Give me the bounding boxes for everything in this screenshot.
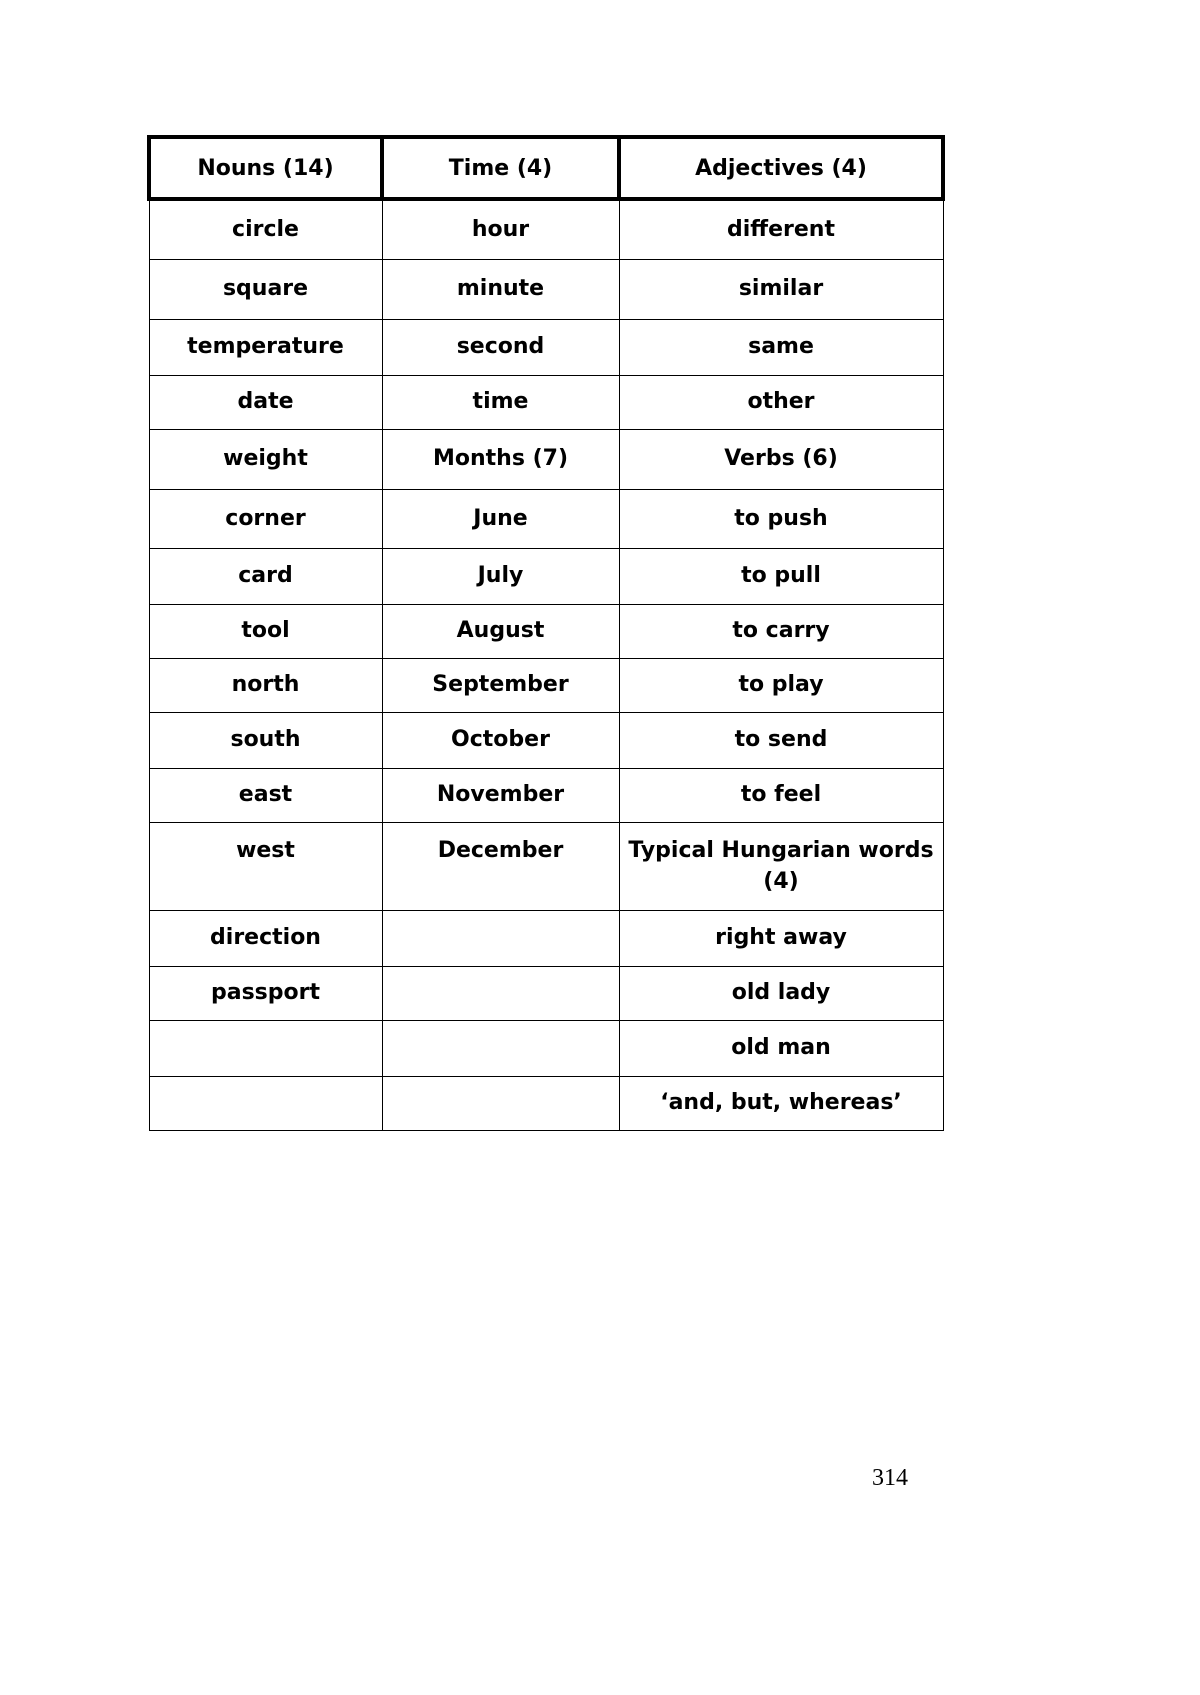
table-cell: temperature — [149, 319, 382, 375]
table-cell — [382, 1020, 619, 1076]
table-cell: old man — [619, 1020, 943, 1076]
table-row — [149, 712, 943, 768]
table-cell: December — [382, 822, 619, 910]
table-cell: square — [149, 259, 382, 319]
table-cell: to pull — [619, 548, 943, 604]
table-row — [149, 822, 943, 910]
table-cell: to push — [619, 489, 943, 548]
table-cell: to feel — [619, 768, 943, 822]
table-cell: to carry — [619, 604, 943, 658]
table-cell: tool — [149, 604, 382, 658]
table-cell: south — [149, 712, 382, 768]
table-row — [149, 1020, 943, 1076]
table-row — [149, 429, 943, 489]
table-row — [149, 548, 943, 604]
table-cell: Months (7) — [382, 429, 619, 489]
table-cell: different — [619, 199, 943, 259]
table-cell: west — [149, 822, 382, 910]
table-row — [149, 604, 943, 658]
table-row — [149, 1076, 943, 1130]
header-nouns: Nouns (14) — [149, 137, 382, 199]
header-adjectives: Adjectives (4) — [619, 137, 943, 199]
table-cell: east — [149, 768, 382, 822]
table-cell: Verbs (6) — [619, 429, 943, 489]
table-cell — [382, 1076, 619, 1130]
table-cell: Typical Hungarian words (4) — [619, 822, 943, 910]
page-number: 314 — [872, 1465, 908, 1491]
table-cell: other — [619, 375, 943, 429]
table-row — [149, 910, 943, 966]
table-cell — [382, 966, 619, 1020]
table-cell: hour — [382, 199, 619, 259]
table-cell — [382, 910, 619, 966]
table-row — [149, 259, 943, 319]
table-cell: weight — [149, 429, 382, 489]
table-cell: corner — [149, 489, 382, 548]
table-cell: time — [382, 375, 619, 429]
table-row — [149, 768, 943, 822]
table-cell: second — [382, 319, 619, 375]
table-cell: ‘and, but, whereas’ — [619, 1076, 943, 1130]
table-row — [149, 319, 943, 375]
table-cell: old lady — [619, 966, 943, 1020]
table-cell: June — [382, 489, 619, 548]
table-cell: to play — [619, 658, 943, 712]
table-cell: October — [382, 712, 619, 768]
table-cell: minute — [382, 259, 619, 319]
table-row — [149, 489, 943, 548]
table-cell: similar — [619, 259, 943, 319]
table-cell: north — [149, 658, 382, 712]
table-row — [149, 199, 943, 259]
table-row — [149, 966, 943, 1020]
table-row — [149, 375, 943, 429]
table-cell — [149, 1020, 382, 1076]
table-cell: September — [382, 658, 619, 712]
table-cell: card — [149, 548, 382, 604]
table-cell: date — [149, 375, 382, 429]
table-cell: July — [382, 548, 619, 604]
table-cell: direction — [149, 910, 382, 966]
table-cell: same — [619, 319, 943, 375]
table-header-row — [149, 137, 943, 199]
table-cell: August — [382, 604, 619, 658]
table-cell — [149, 1076, 382, 1130]
vocabulary-table — [147, 135, 945, 1131]
header-time: Time (4) — [382, 137, 619, 199]
table-cell: November — [382, 768, 619, 822]
table-row — [149, 658, 943, 712]
table-cell: right away — [619, 910, 943, 966]
table-cell: to send — [619, 712, 943, 768]
table-cell: circle — [149, 199, 382, 259]
table-cell: passport — [149, 966, 382, 1020]
